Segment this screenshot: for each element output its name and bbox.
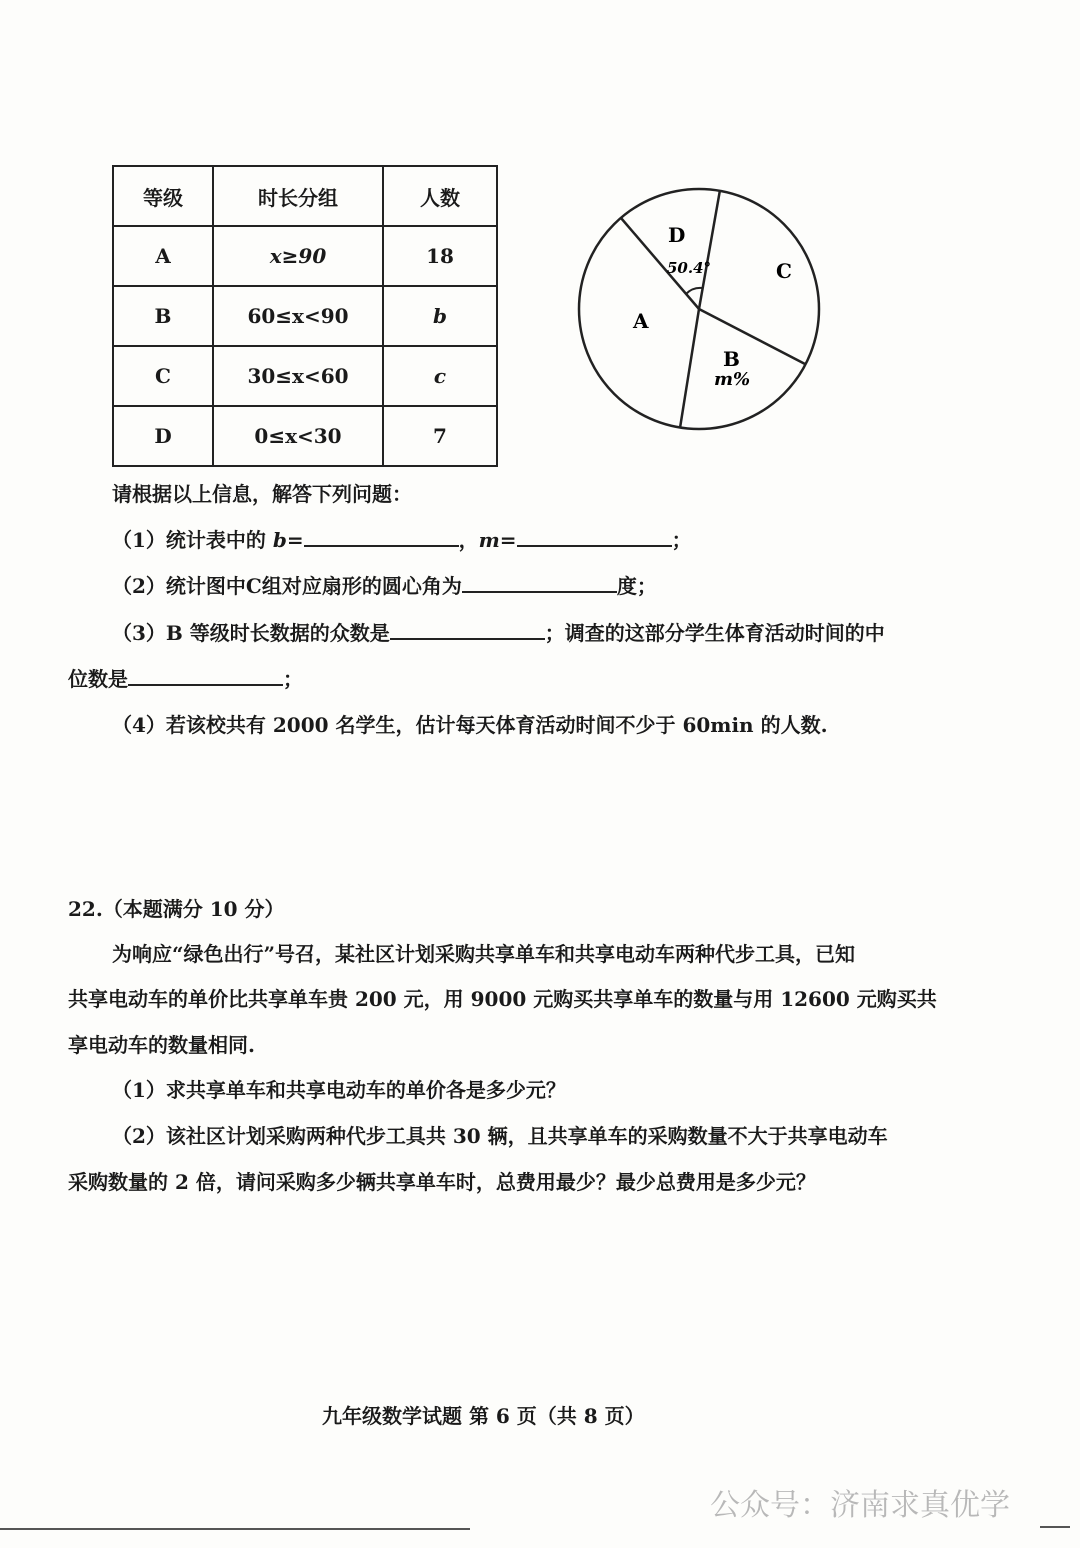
pie-chart — [570, 180, 830, 440]
pie-divider — [699, 190, 720, 309]
cell: c — [383, 346, 497, 406]
pie-label-a: A — [633, 309, 649, 333]
text: 度； — [616, 574, 657, 598]
cell: 0≤x<30 — [213, 406, 383, 466]
text: ；调查的这部分学生体育活动时间的中 — [544, 621, 885, 645]
cell: 60≤x<90 — [213, 286, 383, 346]
table-row — [113, 346, 497, 406]
table-header-row — [113, 166, 497, 226]
text: （1）统计表中的 — [112, 528, 273, 552]
cell: x≥90 — [213, 226, 383, 286]
text: （3）B 等级时长数据的众数是 — [112, 621, 390, 645]
text: ； — [671, 528, 692, 552]
text: ， — [458, 528, 479, 552]
header-cell: 等级 — [113, 166, 213, 226]
table-row — [113, 226, 497, 286]
cell: 7 — [383, 406, 497, 466]
pie-divider — [680, 309, 699, 428]
pie-divider — [699, 309, 805, 364]
q21-part3-cont — [68, 663, 303, 692]
q22-part2: （2）该社区计划采购两种代步工具共 30 辆，且共享单车的采购数量不大于共享电动车 — [112, 1124, 888, 1148]
pie-label-b: B — [723, 347, 740, 371]
q22-part2-cont: 采购数量的 2 倍，请问采购多少辆共享单车时，总费用最少？最少总费用是多少元？ — [68, 1170, 816, 1194]
answer-blank — [128, 664, 283, 686]
q21-part1 — [112, 524, 692, 553]
answer-blank — [304, 525, 459, 547]
angle-arc — [686, 288, 702, 294]
cell: B — [113, 286, 213, 346]
cell: b — [383, 286, 497, 346]
cell: D — [113, 406, 213, 466]
pie-label-d: D — [668, 223, 686, 247]
q21-part3 — [112, 617, 885, 646]
cell: C — [113, 346, 213, 406]
cell: 30≤x<60 — [213, 346, 383, 406]
q21-part4: （4）若该校共有 2000 名学生，估计每天体育活动时间不少于 60min 的人数. — [112, 713, 828, 737]
page-footer: 九年级数学试题 第 6 页（共 8 页） — [322, 1404, 645, 1428]
watermark: 公众号：济南求真优学 — [710, 1488, 1010, 1523]
q21-intro: 请根据以上信息，解答下列问题： — [112, 482, 412, 506]
answer-blank — [390, 618, 545, 640]
q22-line1: 为响应“绿色出行”号召，某社区计划采购共享单车和共享电动车两种代步工具，已知 — [112, 942, 856, 966]
text: （2）统计图中C组对应扇形的圆心角为 — [112, 574, 462, 598]
text: m= — [478, 528, 517, 552]
text: ； — [283, 667, 303, 691]
pie-label-b-percent: m% — [714, 369, 751, 390]
bottom-rule — [0, 1528, 470, 1530]
pie-angle-d: 50.4° — [667, 259, 712, 277]
q22-line3: 享电动车的数量相同. — [68, 1033, 255, 1057]
cell: 18 — [383, 226, 497, 286]
header-cell: 时长分组 — [213, 166, 383, 226]
cell: A — [113, 226, 213, 286]
text: 位数是 — [68, 667, 128, 691]
table-row — [113, 286, 497, 346]
bottom-rule — [1040, 1526, 1070, 1528]
q22-line2: 共享电动车的单价比共享单车贵 200 元，用 9000 元购买共享单车的数量与用 12600 元购买共 — [68, 987, 937, 1011]
pie-label-c: C — [776, 259, 792, 283]
answer-blank — [462, 571, 617, 593]
answer-blank — [517, 525, 672, 547]
q22-part1: （1）求共享单车和共享电动车的单价各是多少元？ — [112, 1078, 566, 1102]
q22-title: 22.（本题满分 10 分） — [68, 897, 285, 921]
table-row — [113, 406, 497, 466]
text: b= — [272, 528, 304, 552]
statistics-table — [112, 165, 498, 467]
q21-part2 — [112, 570, 657, 599]
header-cell: 人数 — [383, 166, 497, 226]
